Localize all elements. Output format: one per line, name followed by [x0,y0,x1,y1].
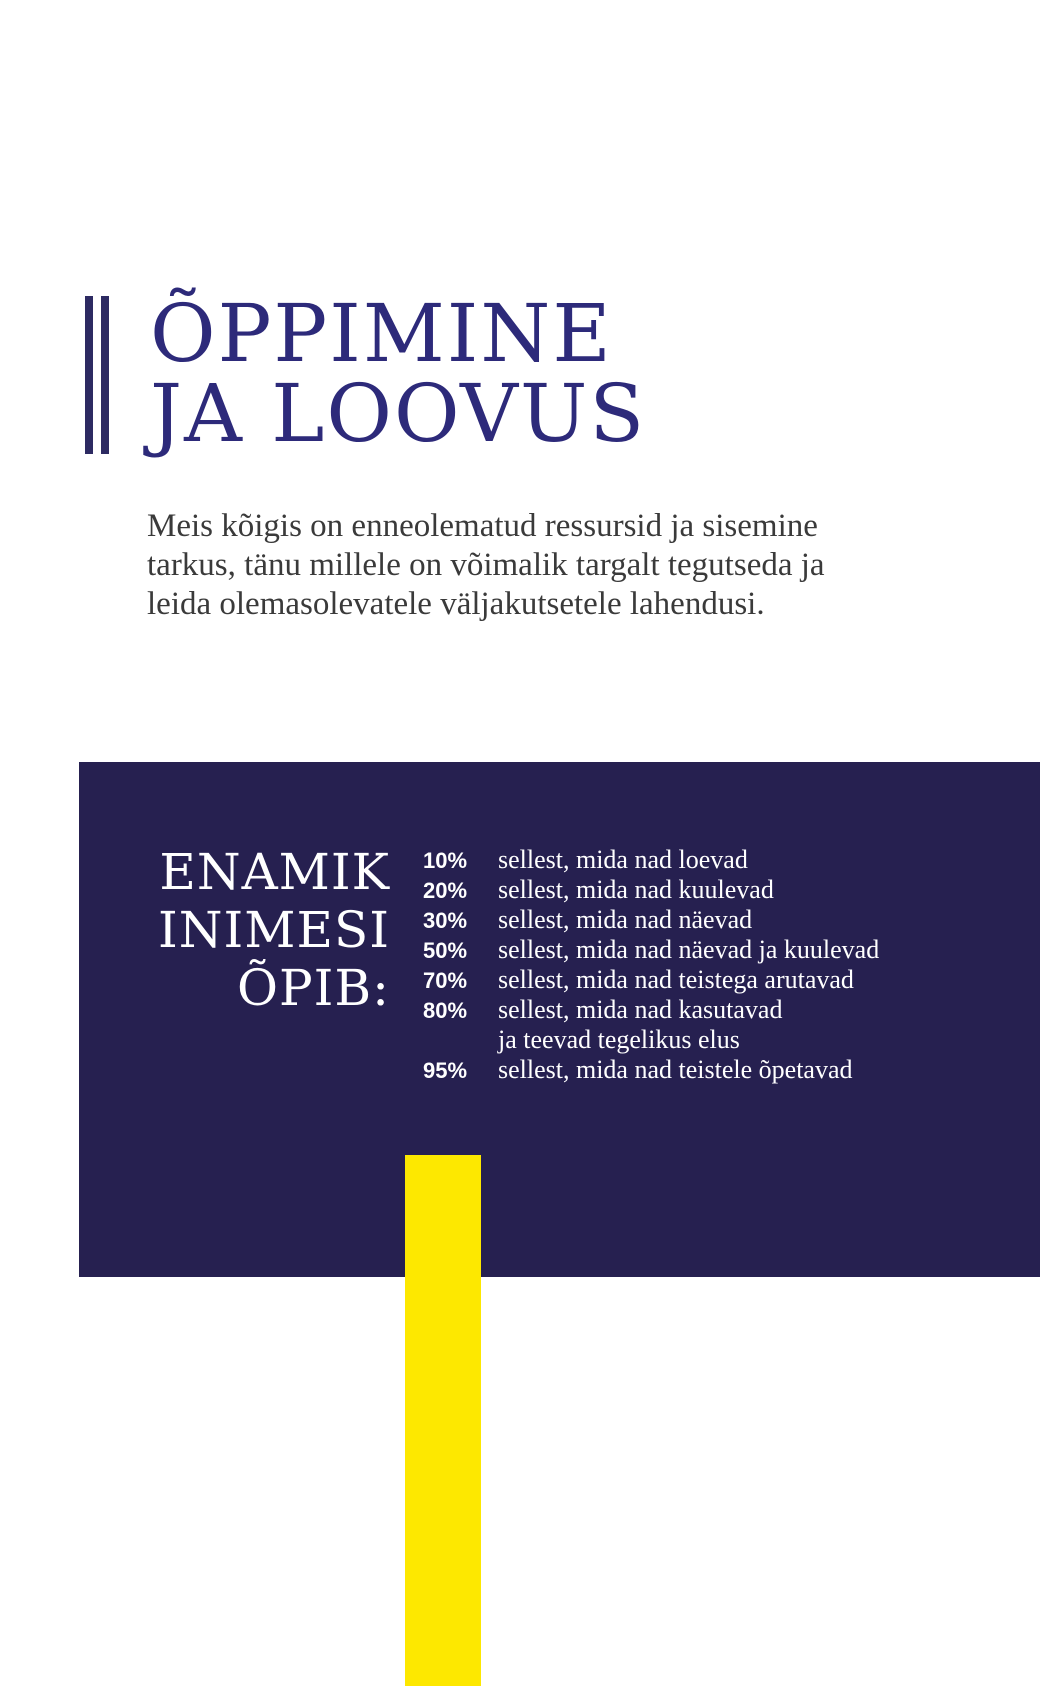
title-bar-right [101,296,109,454]
stat-row [423,935,1023,965]
stat-percent: 20% [423,878,468,903]
panel-heading-line-2: INIMESI [158,901,390,959]
stat-text: sellest, mida nad kuulevad [498,875,774,904]
intro-paragraph [147,507,947,624]
stat-text: sellest, mida nad kasutavad [498,995,783,1024]
yellow-accent-bar [405,1155,481,1686]
intro-line-2: tarkus, tänu millele on võimalik targalt tegutseda ja [147,547,825,583]
panel-heading-line-1: ENAMIK [159,843,390,901]
stat-percent: 50% [423,938,468,963]
stat-text: sellest, mida nad teistega arutavad [498,965,854,994]
stats-list [423,845,1023,1085]
stat-row [423,965,1023,995]
page-title-line-2: JA LOOVUS [150,367,647,460]
stat-row [423,1055,1023,1085]
page-title-line-1: ÕPPIMINE [150,287,613,380]
stat-text: sellest, mida nad teistele õpetavad [498,1055,853,1084]
stat-percent: 80% [423,998,468,1023]
stat-row [423,905,1023,935]
stat-row [423,845,1023,875]
intro-line-3: leida olemasolevatele väljakutsetele lahendusi. [147,586,765,622]
title-bar-left [85,296,93,454]
stat-row-continuation [423,1025,1023,1055]
panel-heading [92,843,390,1017]
stat-text: ja teevad tegelikus elus [498,1025,740,1054]
stat-row [423,995,1023,1025]
stat-percent: 70% [423,968,468,993]
stat-text: sellest, mida nad näevad ja kuulevad [498,935,880,964]
stat-text: sellest, mida nad näevad [498,905,753,934]
intro-line-1: Meis kõigis on enneolematud ressursid ja sisemine [147,508,818,544]
stat-text: sellest, mida nad loevad [498,845,748,874]
stat-row [423,875,1023,905]
stat-percent: 30% [423,908,468,933]
stat-percent: 10% [423,848,468,873]
panel-heading-line-3: ÕPIB: [237,959,390,1017]
page-title [150,287,647,460]
stat-percent: 95% [423,1058,468,1083]
